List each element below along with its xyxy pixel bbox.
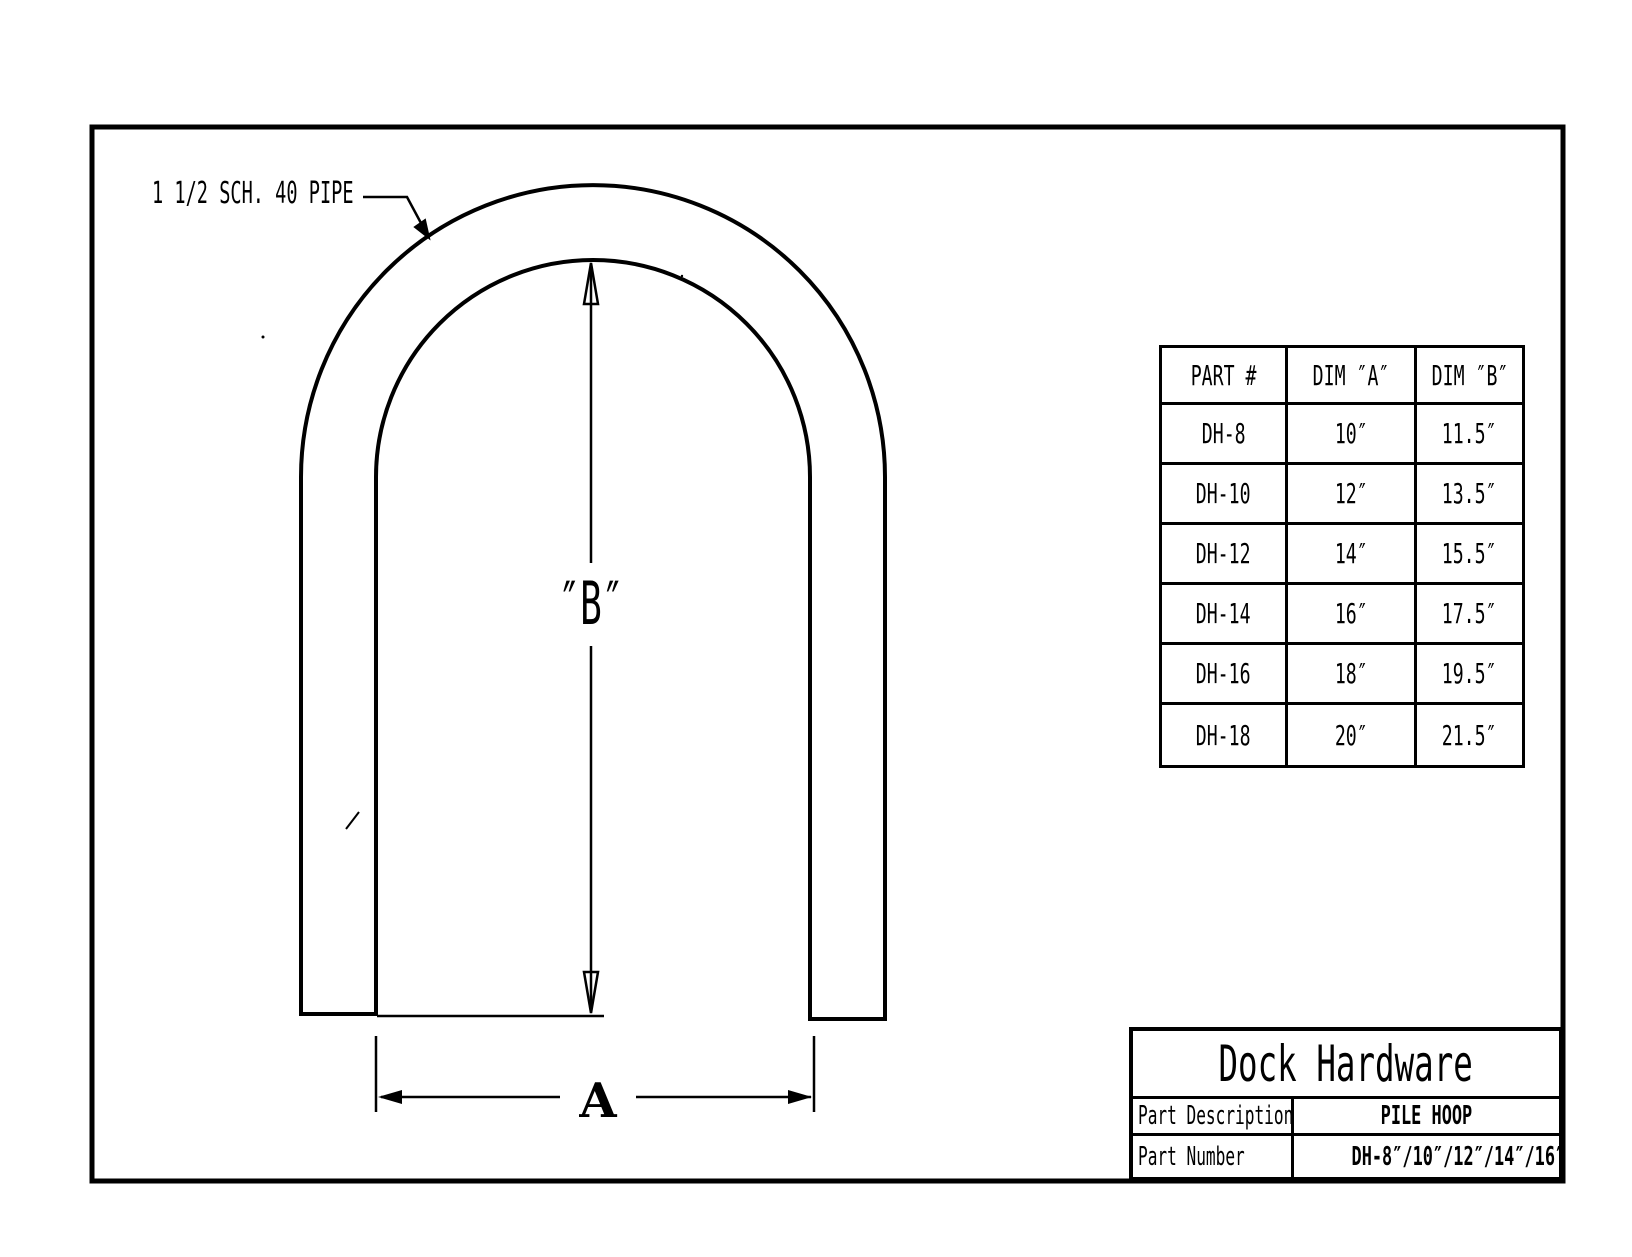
table-header-part: PART # — [1162, 348, 1288, 405]
pipe-spec-callout — [152, 176, 477, 211]
title-block — [1129, 1027, 1566, 1181]
dim-a-left-arrowhead-icon — [378, 1090, 402, 1104]
table-cell: 14″ — [1288, 525, 1417, 585]
part-number-label: Part Number — [1133, 1136, 1294, 1177]
table-cell: DH-18 — [1162, 705, 1288, 765]
table-cell: 15.5″ — [1417, 525, 1522, 585]
table-cell: DH-12 — [1162, 525, 1288, 585]
table-cell: 10″ — [1288, 405, 1417, 465]
part-description-row — [1133, 1099, 1559, 1136]
part-description-value: PILE HOOP — [1380, 1101, 1473, 1131]
dimension-table — [1159, 345, 1525, 768]
dim-b-label: ″B″ — [558, 569, 624, 639]
table-header-dim-a: DIM ″A″ — [1288, 348, 1417, 405]
dim-a-label: A — [579, 1073, 617, 1129]
part-description-label: Part Description — [1133, 1099, 1294, 1133]
pipe-inner-outline — [376, 260, 810, 1019]
table-cell: DH-16 — [1162, 645, 1288, 705]
table-cell: 21.5″ — [1442, 718, 1497, 752]
pipe-spec-text: 1 1/2 SCH. 40 PIPE — [152, 176, 354, 211]
table-cell: DH-8 — [1162, 405, 1288, 465]
table-cell: 20″ — [1288, 705, 1417, 765]
table-cell: 12″ — [1288, 465, 1417, 525]
table-cell: DH-14 — [1162, 585, 1288, 645]
title-block-title-row — [1133, 1031, 1559, 1099]
table-cell: 11.5″ — [1417, 405, 1522, 465]
drawing-title: Dock Hardware — [1218, 1034, 1474, 1093]
scan-artifact-tick — [346, 812, 359, 829]
table-cell: 17.5″ — [1417, 585, 1522, 645]
table-cell: 18″ — [1288, 645, 1417, 705]
table-cell: DH-10 — [1162, 465, 1288, 525]
table-header-dim-b: DIM ″B″ — [1417, 348, 1522, 405]
table-cell: 13.5″ — [1417, 465, 1522, 525]
table-cell: 16″ — [1288, 585, 1417, 645]
part-number-row — [1133, 1136, 1566, 1177]
table-cell: 19.5″ — [1417, 645, 1522, 705]
part-number-value: DH-8″/10″/12″/14″/16″ — [1351, 1141, 1566, 1172]
scan-artifact-dot — [262, 336, 265, 339]
leader-arrowhead-icon — [415, 220, 429, 238]
dim-a-right-arrowhead-icon — [788, 1090, 812, 1104]
scan-artifact-dot — [681, 275, 683, 277]
